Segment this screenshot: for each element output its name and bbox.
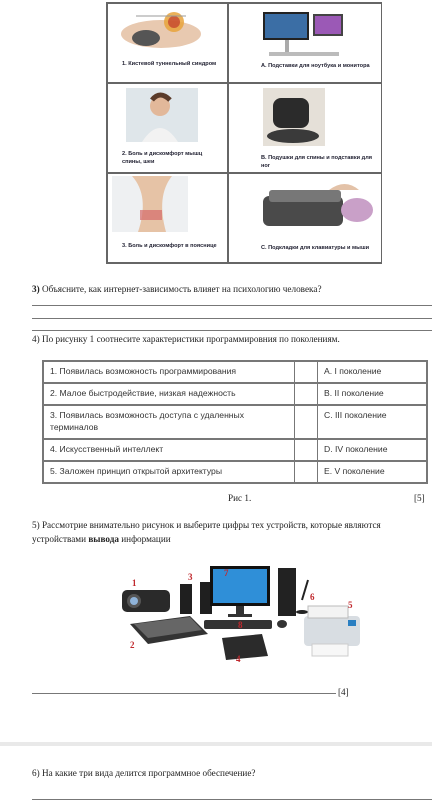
monitor-stand-image	[255, 8, 355, 60]
microphone-image	[302, 580, 308, 600]
table-cell-generation: E. V поколение	[317, 461, 427, 483]
back-cushion-image	[263, 88, 325, 146]
grid-caption: А. Подставки для ноутбука и монитора	[261, 63, 370, 69]
grid-cell-keyboard-pad	[228, 173, 382, 263]
grid-caption: 2. Боль и дискомфорт мышц спины, шеи	[122, 151, 203, 165]
keyboard-wrist-rest-image	[259, 180, 377, 232]
table-cell-generation: B. II поколение	[317, 383, 427, 405]
grid-caption: 3. Боль и дискомфорт в пояснице	[122, 243, 217, 249]
table-row	[43, 405, 427, 439]
device-label: 7	[224, 568, 229, 578]
table-cell-generation: C. III поколение	[317, 405, 427, 439]
grid-caption: С. Подкладки для клавиатуры и мыши	[261, 245, 370, 251]
device-label: 3	[188, 572, 193, 582]
system-unit-image	[278, 568, 296, 616]
device-label: 4	[236, 654, 241, 664]
matching-table	[42, 360, 428, 484]
table-cell-characteristic: 3. Появилась возможность доступа с удаленных терминалов	[43, 405, 295, 439]
grid-caption: 1. Кистевой туннельный синдром	[122, 61, 217, 67]
table-cell-characteristic: 4. Искусственный интеллект	[43, 439, 295, 461]
woman-neck-pain-image	[126, 88, 198, 142]
table-cell-characteristic: 1. Появилась возможность программирования	[43, 361, 295, 383]
device-label: 5	[348, 600, 353, 610]
mouse-image	[277, 620, 287, 628]
speaker-image	[180, 584, 192, 614]
answer-line[interactable]	[32, 799, 432, 800]
projector-image	[122, 590, 170, 612]
answer-line[interactable]	[32, 318, 432, 319]
hand-mouse-image	[116, 8, 206, 56]
grid-cell-carpal-tunnel	[107, 3, 228, 83]
answer-line[interactable]	[32, 305, 432, 306]
figure-caption: Рис 1.	[228, 493, 252, 503]
device-label: 8	[238, 620, 243, 630]
table-cell-characteristic: 5. Заложен принцип открытой архитектуры	[43, 461, 295, 483]
question-4-text: 4) По рисунку 1 соотнесите характеристики программировния по поколениям.	[32, 334, 340, 344]
answer-line[interactable]	[32, 330, 432, 331]
table-row	[43, 383, 427, 405]
question-3-number: 3)	[32, 284, 40, 294]
table-cell-characteristic: 2. Малое быстродействие, низкая надежность	[43, 383, 295, 405]
table-row	[43, 461, 427, 483]
question-5-text: 5) Рассмотрие внимательно рисунок и выберите цифры тех устройств, которые являются устройствами вывода информации	[32, 520, 381, 544]
keyword-output: вывода	[88, 534, 119, 544]
grid-cell-laptop-stand	[228, 3, 382, 83]
question-3-text: Объясните, как интернет-зависимость влияет на психологию человека?	[41, 284, 322, 294]
score-label: [4]	[338, 687, 349, 697]
devices-image	[112, 560, 372, 680]
grid-cell-lower-back	[107, 173, 228, 263]
printer-image	[304, 606, 360, 656]
scanner-image	[130, 616, 208, 644]
grid-caption: В. Подушки для спины и подставки для ног	[261, 155, 373, 169]
table-row	[43, 361, 427, 383]
question-6-text: 6) На какие три вида делится программное обеспечение?	[32, 768, 256, 778]
table-cell-generation: A. I поколение	[317, 361, 427, 383]
score-label: [5]	[414, 493, 425, 503]
page-separator	[0, 742, 432, 746]
table-cell-generation: D. IV поколение	[317, 439, 427, 461]
device-label: 1	[132, 578, 137, 588]
ergonomics-image-grid	[106, 2, 382, 264]
grid-cell-back-cushion	[228, 83, 382, 173]
monitor-image	[210, 566, 270, 617]
device-label: 6	[310, 592, 315, 602]
lower-back-pain-image	[112, 176, 188, 232]
tablet-image	[222, 634, 268, 660]
question-3	[32, 283, 428, 295]
table-row	[43, 439, 427, 461]
device-label: 2	[130, 640, 135, 650]
grid-cell-back-pain	[107, 83, 228, 173]
answer-line[interactable]	[32, 693, 336, 694]
